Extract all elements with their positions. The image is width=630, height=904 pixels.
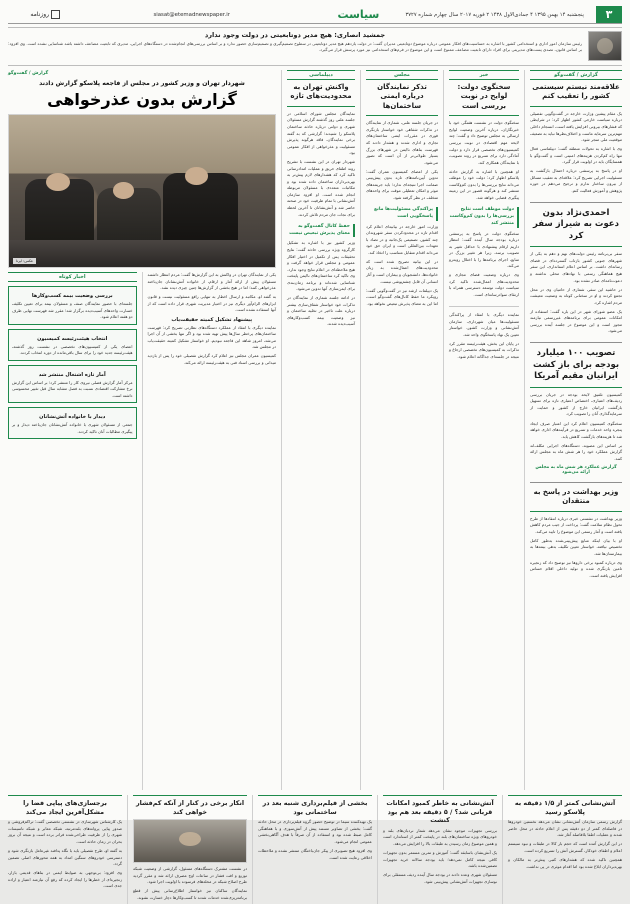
photo-foreground [9, 240, 275, 267]
lead-text-column-a [148, 272, 277, 790]
story-headline: علاقه‌مند نیستم سیستمی کشور را تعقیب کنم [532, 83, 620, 101]
story-body [366, 120, 438, 204]
top-quote-story [8, 27, 622, 66]
story-headline: سخنگوی دولت: لوایح در نوبت بررسی است [457, 83, 511, 110]
paragraph: سخنگوی کمیسیون اعلام کرد این اعتبار صرف ایجاد پنجره واحد خدمات و تسریع در فرآیندهای اداری خواهد شد تا هزینه‌های بازگشت کاهش یابد. [530, 420, 622, 439]
quote-body: رئیس سازمان امور اداری و استخدامی کشور با اشاره به حساسیت‌های افکار عمومی درباره موضوع دوتابعیتی مدیران گفت: در دولت یازدهم هیچ مدیر دوتابعیتی در سطوح تصمیم‌گیری و تصمیم‌سازی حضور ندارد و بر اساس بررسی‌های انجام‌شده در دستگاه‌های اجرایی، مدیری که تابعیت مضاعف داشته باشد شناسایی نشده است. وی افزود: بر اساس قانون، تصدی پست‌های مدیریتی برای افراد دارای تابعیت مضاعف ممنوع است و این موضوع در فرم‌های استخدامی نیز مورد پرسش قرار می‌گیرد. [8, 41, 582, 53]
paragraph: نمایندگان مجلس شورای اسلامی در جلسه علنی روز گذشته گزارش مسئولان شهری و دولتی درباره حادثه ساختمان پلاسکو را شنیدند؛ گزارشی که به گفته برخی نمایندگان، فاقد هرگونه پذیرش مسئولیت و عذرخواهی از افکار عمومی بود. [287, 110, 355, 156]
column-middle-1 [449, 70, 519, 790]
story-headline: وزیر بهداشت در پاسخ به منتقدان [533, 487, 619, 506]
paragraph: وی درباره کمبود برخی داروها نیز توضیح داد که زنجیره تامین بازنگری شده و تولید داخلی اقلام حساس افزایش یافته است. [530, 559, 622, 579]
paragraph: وی درباره وضعیت فضای مجازی و محدودیت‌های اعمال‌شده تاکید کرد سیاست دولت توسعه دسترسی همراه با ارتقای سوادرسانه‌ای است. [449, 272, 519, 297]
column-rule [252, 795, 253, 904]
bottom-story [508, 795, 622, 904]
sidebar-item-body: جمعی از مسئولان شهری با خانواده آتش‌نشانان جان‌باخته دیدار و بر پیگیری مطالبات آنان تاکید کردند. [12, 422, 133, 434]
rule [530, 387, 622, 388]
paragraph: یک عضو شورای شهر در این باره گفت: استفاده از امکانات عمومی برای برنامه‌های غیررسمی نیازمند مجوز است و این موضوع در جلسه آینده بررسی می‌شود. [530, 308, 622, 334]
photo-credit: عکس: ایرنا [13, 258, 36, 264]
masthead [8, 6, 622, 24]
paragraph: نماینده دیگری با انتقاد از عملکرد دستگاه‌های نظارتی تصریح کرد: فهرست ساختمان‌های پرخطر سال‌ها پیش تهیه شده بود و اگر تنها بخشی از آن اجرا می‌شد، امروز شاهد این فاجعه نبودیم. او خواستار تشکیل کمیته حقیقت‌یاب در مجلس شد. [147, 324, 276, 350]
bottom-story [8, 795, 122, 904]
story-headline: واکنش تهران به محدودیت‌های تازه [290, 83, 352, 101]
sidebar-item [8, 407, 137, 439]
paragraph: در جریان جلسه علنی، شماری از نمایندگان در تذکرات شفاهی خود خواستار بازنگری فوری در مقررات ایمنی ساختمان‌های تجاری و اداری شدند و هشدار دادند که فهرست بناهای ناایمن در شهرهای بزرگ بسیار طولانی‌تر از آن است که تصور می‌شود. [366, 120, 438, 165]
paragraph: نماینده دیگری با انتقاد از پراکندگی مسئولیت‌ها میان شهرداری، سازمان آتش‌نشانی و وزارت کشور، خواستار تعیین یک نهاد پاسخگوی واحد شد. [449, 312, 519, 337]
story-body [287, 111, 355, 221]
paragraph: مسئولان شهری وعده دادند در بودجه سال آینده ردیف مستقلی برای نوسازی تجهیزات آتش‌نشانی پیش‌بینی شود. [383, 872, 497, 884]
column-rule [360, 70, 361, 790]
story-body-cont [366, 224, 438, 310]
story-headline: برجسازی‌های پیاپی فضا را مشکل‌آفرین ایجاد می‌کند [8, 795, 122, 816]
paragraph: کمیسیون عمران مجلس نیز اعلام کرد گزارش تفصیلی خود را پس از بازدید میدانی و بررسی اسناد فنی به هیئت‌رئیسه ارائه می‌کند. [147, 353, 276, 366]
story-headline: بخشی از فیلم‌برداری شنبه بعد در ساختمانی بود [258, 795, 372, 816]
pull-quote: پراکندگی مسئولیت‌ها مانع پاسخگویی است [366, 207, 438, 221]
lead-subhead: پیشنهاد تشکیل کمیته حقیقت‌یاب [171, 316, 253, 323]
story-body [530, 392, 622, 462]
issue-date: پنجشنبه ۱۴ بهمن ۱۳۹۵ ۴ جمادی‌الاول ۱۴۳۸ ۲ فوریه ۲۰۱۷ سال چهارم شماره ۳۷۲۷ [405, 11, 584, 18]
paragraph: یک آتش‌نشان باسابقه گفت: آموزش و تمرین مستمر بدون تجهیزات کافی نتیجه کامل نمی‌دهد؛ باید بودجه سالانه خرید تجهیزات تضمین‌شده باشد. [383, 850, 497, 869]
sidebar-item-title: آمار تازه اشتغال منتشر شد [38, 371, 106, 378]
story-card [530, 208, 622, 337]
story-body-cont [449, 231, 519, 301]
rule [530, 202, 622, 203]
column-rule [127, 795, 128, 904]
photo-figure-head [46, 173, 70, 191]
paragraph: در پایان این بخش، هیئت‌رئیسه مقرر کرد تذکرات به کمیسیون‌های تخصصی ارجاع و نتیجه در جلسه‌ای جداگانه اعلام شود. [449, 340, 519, 359]
paragraph: یکی از اعضای کمیسیون عمران گفت: تدوین آیین‌نامه‌های تازه بدون پیش‌بینی ضمانت اجرا نتیجه‌ای ندارد؛ باید جریمه‌های موثر و امکان تعطیلی موقت برای واحدهای متخلف در نظر گرفته شود. [366, 168, 438, 200]
paragraph: وی با اشاره به تحولات منطقه گفت: دیپلماسی فعال تنها راه کم‌کردن هزینه‌های امنیتی است و گفت‌وگو با همسایگان باید در اولویت قرار گیرد. [530, 146, 622, 165]
story-headline: تذکر نمایندگان درباره ایمنی ساختمان‌ها [377, 83, 427, 110]
column-rule [524, 70, 525, 790]
rule [530, 342, 622, 343]
paragraph: او همچنین با اشاره به گزارش حادثه پلاسکو اظهار کرد: دولت خود را موظف می‌داند نتایج بررسی‌ها را بدون کم‌وکاست منتشر کند و هرگونه قصور در این زمینه پیگیری قضایی خواهد شد. [449, 168, 519, 200]
paragraph: یک دیپلمات ارشد نیز در گفت‌وگویی گفت: رویکرد ما حفظ کانال‌های گفت‌وگو است، اما این به معنای پذیرش تبعیض نخواهد بود. [366, 287, 438, 306]
sidebar-item-title: بررسی وضعیت بیمه کسب‌وکارها [31, 293, 113, 299]
paragraph: او در پاسخ به پرسشی درباره احتمال بازگشت به مسئولیت اجرایی تصریح کرد: علاقه‌ای به تعقیب مسائل از بیرون ساختار ندارم و ترجیح می‌دهم در حوزه پژوهش و آموزش فعالیت کنم. [530, 168, 622, 193]
photo-figure-head [185, 167, 209, 185]
story-headline: انکار برخی در کنار از آنکه کم‌فشار خواهی کند [133, 795, 247, 816]
section-email: siasat@etemadnewspaper.ir [153, 11, 230, 18]
paragraph: در حاشیه این سفر، شماری از حامیان وی در محل تجمع کردند و او در سخنانی کوتاه به وضعیت معیشت مردم اشاره کرد. [530, 286, 622, 305]
bottom-story [383, 795, 497, 904]
column-middle-3 [287, 70, 355, 790]
photo-figure-head [113, 182, 134, 199]
paragraph: سفر بی‌برنامه رئیس دولت‌های نهم و دهم به یکی از شهرهای جنوبی کشور بازتاب گسترده‌ای در فضای رسانه‌ای داشت. بر اساس اعلام استانداری، این سفر هیچ هماهنگی رسمی با نهادهای محلی نداشته و دعوت‌نامه‌ای صادر نشده بود. [530, 251, 622, 283]
story-body-cont [287, 240, 355, 330]
story-photo [133, 819, 247, 863]
story-body-tail [449, 312, 519, 363]
column-rule [142, 272, 143, 790]
paragraph: در نشست مشترک دستگاه‌های مسئول، گزارشی از وضعیت شبکه توزیع و افت فشار در ساعات اوج مصرف ارائه شد و مقرر گردید طرح اصلاح شبکه در محله‌های فرسوده با اولویت اجرا شود. [133, 866, 247, 885]
sidebar-item [8, 329, 137, 361]
paragraph: در این بیانیه تصریح شده است که محدودیت‌های اعمال‌شده به زیان خانواده‌ها، دانشجویان و بیماران است و آثار انسانی آن قابل چشم‌پوشی نیست. [366, 258, 438, 284]
lead-story [8, 70, 276, 790]
story-card [530, 83, 622, 197]
story-card [530, 488, 622, 582]
quote-portrait [588, 31, 622, 61]
paragraph: همچنین تاکید شده که هشدارهای کتبی پیش‌تر به مالکان و بهره‌برداران ابلاغ شده بود اما اقدام موثری در پی نداشت. [508, 857, 622, 869]
paragraph: وزیر کشور نیز با اشاره به تشکیل کارگروه ویژه بررسی حادثه گفت: نتایج تحقیقات پس از تکمیل در اختیار افکار عمومی و مجلس قرار خواهد گرفت و هیچ ملاحظه‌ای در اعلام نتایج وجود ندارد. وی تاکید کرد ساختمان‌های ناایمن پایتخت شناسایی شده‌اند و برنامه زمان‌بندی برای ایمن‌سازی آنها تدوین می‌شود. [287, 240, 355, 292]
newspaper-logo [8, 6, 60, 23]
paragraph: گزارش رسمی سازمان آتش‌نشانی نشان می‌دهد نخستین خودروها در فاصله‌ای کمتر از دو دقیقه پس از اعلام حادثه در محل حاضر شدند و عملیات اطفا بلافاصله آغاز شد. [508, 819, 622, 838]
story-card [530, 348, 622, 476]
column-middle-2 [366, 70, 438, 790]
kicker: مجلس [366, 70, 438, 80]
rule [530, 246, 622, 247]
left-sidebar [8, 272, 137, 790]
paragraph: یک تهیه‌کننده سیما در توضیح حضور گروه فیلم‌برداری در محل حادثه گفت: بخشی از تصاویر مستند پیش از آتش‌سوزی و با هماهنگی کامل ضبط شده بود و استفاده از آن صرفاً با هدف آگاهی‌بخشی عمومی انجام می‌شود. [258, 819, 372, 844]
paragraph: بر اساس این مصوبه، دستگاه‌های اجرایی مکلف‌اند گزارش عملکرد خود را هر شش ماه به مجلس ارائه کنند. [530, 442, 622, 461]
paragraph: وی افزود: بی‌توجهی به ضوابط ایمنی در بناهای قدیمی بازار، زنجیره‌ای از خطرها را ایجاد کرده که رفع آن نیازمند اعتبار و اراده جدی است. [8, 870, 122, 889]
rule [530, 106, 622, 107]
sidebar-item-title: انتخاب هیئت‌رئیسه کمیسیون [37, 335, 108, 342]
paragraph: به گفته او، مکاتبه و ارسال اخطار به تنهایی رافع مسئولیت نیست و قانون ابزارهای الزام‌آور دیگری نیز در اختیار مدیریت شهری قرار داده است که از آنها استفاده نشده است. [147, 294, 276, 313]
column-rule [502, 795, 503, 904]
lead-headline: گزارش بدون عذرخواهی [47, 90, 237, 109]
paragraph: یک کارشناس شهرسازی در نشستی تخصصی گفت: تراکم‌فروشی و صدور پیاپی پروانه‌های بلندمرتبه، شبکه معابر و شبکه تاسیسات شهری را از ظرفیت طراحی‌شده فراتر برده است و نتیجه آن بروز بحران در زمان حادثه است. [8, 819, 122, 844]
kicker: خبر [449, 70, 519, 80]
rule [530, 511, 622, 512]
paragraph: وزیر بهداشت در نشستی خبری درباره انتقادها از طرح تحول نظام سلامت گفت: پرداخت از جیب مردم کاهش یافته است و آمار رسمی این موضوع را تایید می‌کند. [530, 515, 622, 534]
story-body [530, 516, 622, 580]
rule [449, 306, 519, 307]
lead-flag: گزارش / گفت‌وگو [8, 71, 49, 76]
column-rule [443, 70, 444, 790]
paragraph: نمایندگان ساکنان نیز خواستار اطلاع‌رسانی پیش از قطع برنامه‌ریزی‌شده خدمات شدند تا کسب‌وکارها دچار خسارت نشوند. [133, 888, 247, 900]
story-body [449, 120, 519, 204]
paragraph: وزارت امور خارجه در بیانیه‌ای اعلام کرد اقدام تازه در محدودکردن سفر شهروندان چند کشور، تصمیمی یک‌جانبه و در تضاد با تعهدات بین‌المللی است و ایران حق خود می‌داند اقدام متقابل متناسب را اتخاذ کند. [366, 223, 438, 255]
paragraph: یک مقام پیشین وزارت خارجه در گفت‌وگویی تفصیلی درباره سیاست خارجی کشور اظهار کرد: در شرایطی که فشارهای بیرونی افزایش یافته است، انسجام داخلی مهم‌ترین سرمایه ماست و اختلاف‌نظرها نباید به تضعیف موقعیت ملی منجر شود. [530, 110, 622, 143]
sidebar-item-body: اعضای یکی از کمیسیون‌های تخصصی در نشست روز گذشته، هیئت‌رئیسه جدید خود را برای سال باقی‌مانده از دوره انتخاب کردند. [12, 343, 133, 356]
paragraph: او با بیان اینکه منابع پیش‌بینی‌شده به‌طور کامل تخصیص نیافته، خواستار تعیین تکلیف بدهی بیمه‌ها به بیمارستان‌ها شد. [530, 537, 622, 556]
rule [287, 106, 355, 107]
rule [449, 115, 519, 116]
story-headline: آتش‌نشانی کمتر از ۱/۵ دقیقه به پلاسکو رسید [508, 795, 622, 816]
pull-quote: دولت موظف است نتایج بررسی‌ها را بدون کم‌وکاست منتشر کند [449, 207, 519, 228]
logo-mark [51, 10, 60, 19]
paragraph: وی افزود هیچ تصویری از پیکر جان‌باختگان منتشر نشده و ملاحظات اخلاقی رعایت شده است. [258, 847, 372, 860]
bottom-stories [8, 795, 622, 904]
story-body [530, 111, 622, 195]
page-number: ۳ [596, 6, 622, 23]
sidebar-item-title: دیدار با خانواده آتش‌نشانان [39, 414, 106, 421]
page-grid [8, 70, 622, 790]
logo-label: روزنامه [30, 11, 49, 18]
sidebar-item [8, 365, 137, 404]
rule [530, 482, 622, 483]
paragraph: بررسی تجهیزات موجود نشان می‌دهد شمار نردبان‌های بلند و خودروهای ویژه ساختمان‌های بلند در پایتخت کمتر از استاندارد است و همین موضوع زمان رسیدن به طبقات بالا را افزایش می‌دهد. [383, 827, 497, 847]
section-title: سیاست [337, 8, 380, 21]
sidebar-item [8, 286, 137, 325]
paragraph: به گفته او، طرح تفصیلی باید با نگاه پدافند غیرعامل بازنگری شود و دسترسی خودروهای سنگین امداد به همه محورهای اصلی تضمین گردد. [8, 847, 122, 867]
story-headline: احمدی‌نژاد بدون دعوت به شیراز سفر کرد [533, 207, 619, 241]
paragraph: سخنگوی دولت در پاسخ به پرسشی درباره بودجه سال آینده گفت: انتظار داریم ارقام پیشنهادی با حداقل تغییر به تصویب برسد، زیرا هر تغییر بزرگ در منابع، اجرای برنامه‌ها را با اختلال روبه‌رو می‌کند. [449, 230, 519, 269]
paragraph: یکی از نمایندگان تهران در واکنش به این گزارش‌ها گفت: مردم انتظار داشتند مسئولان پیش از ارائه آمار و ارقام، از خانواده آتش‌نشانان جان‌باخته عذرخواهی کنند؛ اما در هیچ بخشی از گزارش‌ها چنین چیزی دیده نشد. [147, 272, 276, 291]
kicker: دیپلماسی [287, 70, 355, 80]
column-rule [377, 795, 378, 904]
column-right [530, 70, 622, 790]
paragraph: در ادامه جلسه شماری از نمایندگان در تذکرات خود خواستار شفاف‌سازی بیشتر درباره علت تاخیر در تخلیه ساختمان و نیز وضعیت بیمه کسب‌وکارهای آسیب‌دیده شدند. [287, 295, 355, 327]
paragraph: سخنگوی دولت در نشست هفتگی خود با خبرنگاران، درباره آخرین وضعیت لوایح ارسالی به مجلس توضیح داد و گفت: چند لایحه مهم اقتصادی در نوبت بررسی کمیسیون‌های تخصصی قرار دارد و دولت آمادگی دارد برای تسریع در روند تصویب، با نمایندگان همکاری کند. [449, 120, 519, 165]
lead-kicker: شهردار تهران و وزیر کشور در مجلس از فاجعه پلاسکو گزارش دادند [39, 80, 245, 87]
story-headline: تصویب ۱۰۰ میلیارد بودجه برای باز کشت ایرانیان مقیم آمریکا [532, 348, 620, 382]
story-note: گزارش عملکرد هر شش ماه به مجلس ارائه می‌شود [535, 464, 617, 475]
paragraph: در این گزارش آمده است که حجم بار کالا در طبقات و نبود سیستم اعلام و اطفای خودکار، گسترش آتش را تسریع کرده است. [508, 841, 622, 853]
quote-headline: جمشید انصاری: هیچ مدیر دوتابعیتی در دولت وجود ندارد [204, 31, 386, 39]
sidebar-kicker: اخبار کوتاه [8, 272, 137, 282]
pull-quote: حفظ کانال گفت‌وگو به معنای پذیرش تبعیض نیست [287, 224, 355, 238]
sidebar-item-body: جلسه‌ای با حضور نمایندگان صنف و مسئولان بیمه برای تعیین تکلیف خسارت واحدهای آسیب‌دیده برگزار شد؛ مقرر شد فهرست نهایی ظرف دو هفته اعلام شود. [12, 301, 133, 320]
sidebar-item-body: مرکز آمار گزارش فصلی نیروی کار را منتشر کرد؛ بر اساس این گزارش نرخ مشارکت اقتصادی نسبت به فصل مشابه سال قبل تغییر محسوسی داشته است. [12, 379, 133, 398]
rule [366, 115, 438, 116]
column-rule [281, 70, 282, 790]
bottom-story [133, 795, 247, 904]
story-headline: آتش‌نشانی به خاطر کمبود امکانات قربانی شد؟ / ۵ دقیقه بعد هم بود کنشت [383, 795, 497, 825]
lead-photo [8, 114, 276, 268]
paragraph: شهردار تهران در این نشست با تشریح روند اطفای حریق و عملیات امدادرسانی تاکید کرد که هشدارهای لازم پیش‌تر به بهره‌برداران ساختمان داده شده بود و مکاتبات متعددی با مسئولان مربوطه انجام شده است. او افزود سازمان آتش‌نشانی با تمام ظرفیت خود در صحنه حاضر شد و آتش‌نشانان تا آخرین لحظه برای نجات جان مردم تلاش کردند. [287, 159, 355, 217]
paragraph: کمیسیون تلفیق لایحه بودجه در جریان بررسی ردیف‌های اعتباری، اختصاص اعتباری تازه برای تسهیل بازگشت ایرانیان خارج از کشور و حمایت از سرمایه‌گذاری آنان را تصویب کرد. [530, 391, 622, 417]
bottom-story [258, 795, 372, 904]
story-body [530, 251, 622, 335]
right-column-kicker: گزارش / گفت‌وگو [530, 70, 622, 80]
